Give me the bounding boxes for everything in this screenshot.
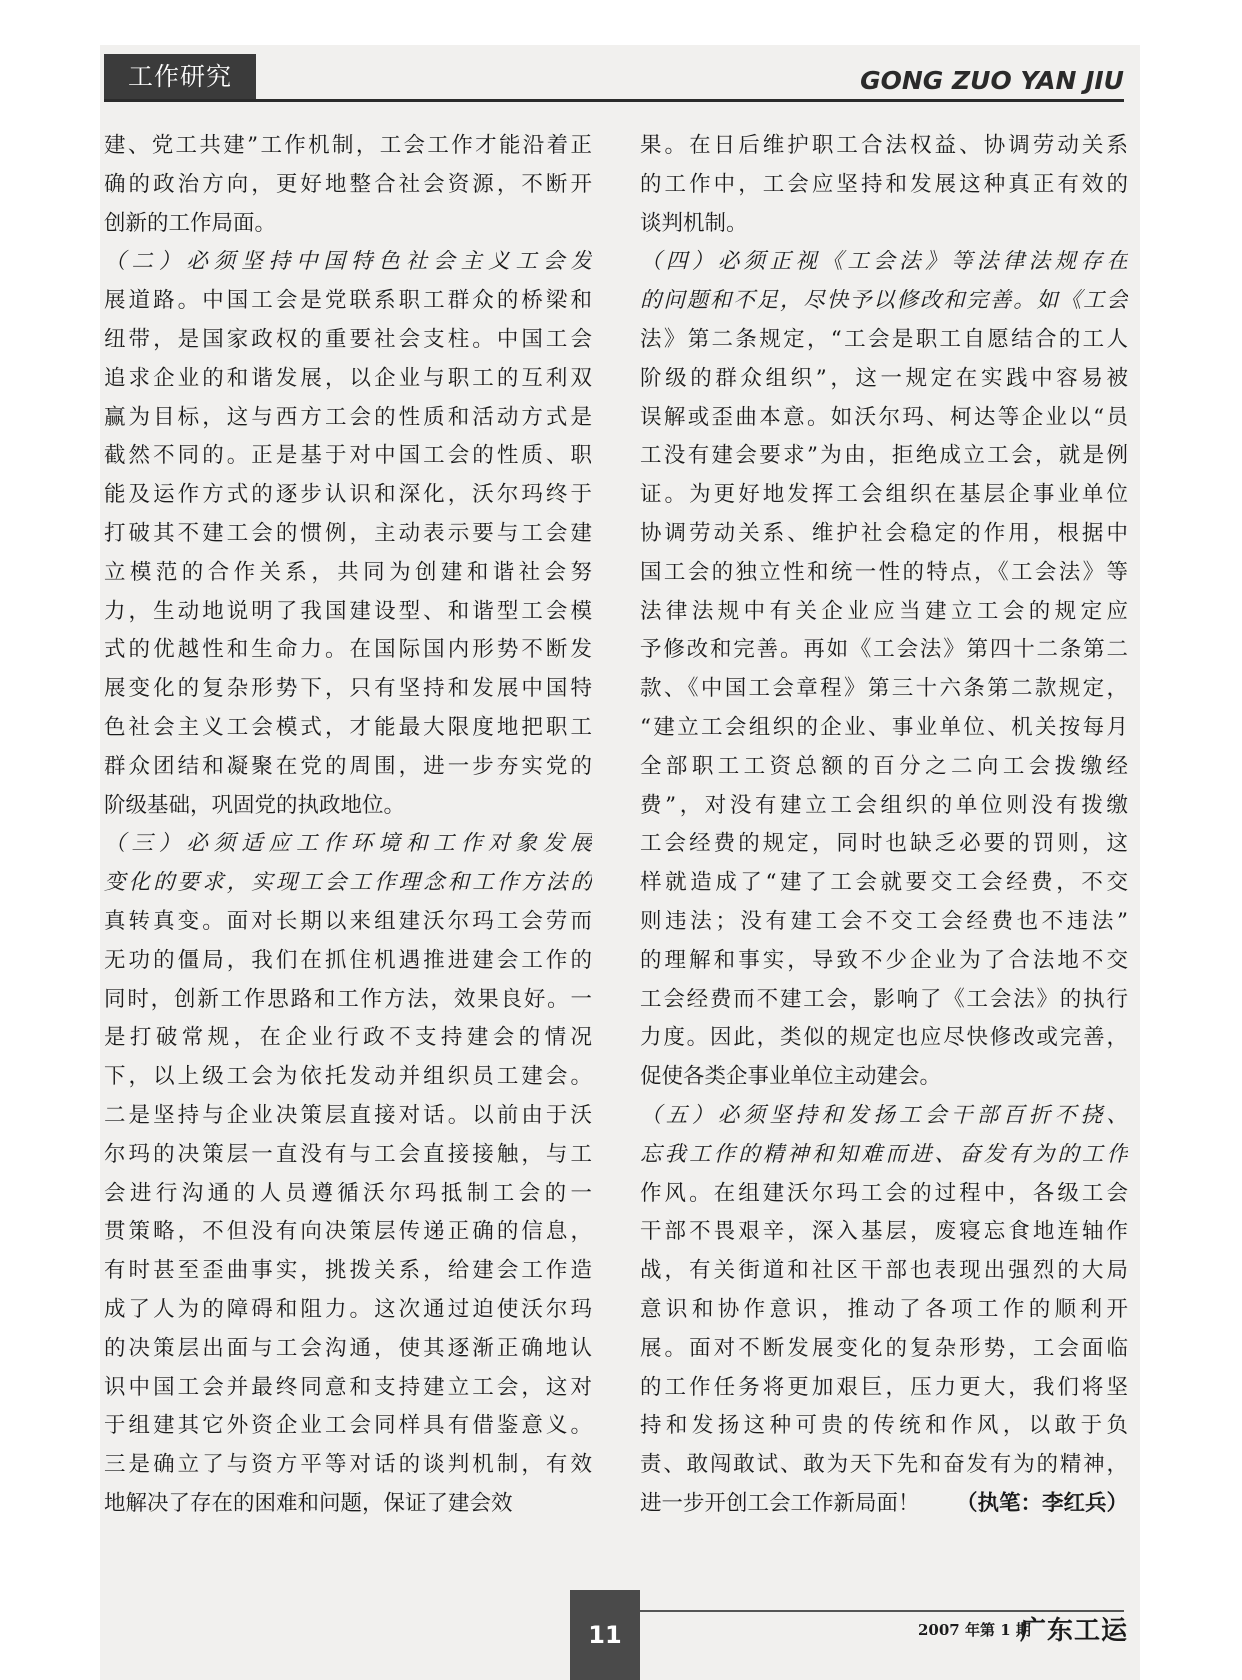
text-line: 工没有建会要求”为由，拒绝成立工会，就是例: [640, 443, 1128, 469]
text-line: 意识和协作意识，推动了各项工作的顺利开: [640, 1296, 1128, 1322]
text-line: 的工作任务将更加艰巨，压力更大，我们将坚: [640, 1374, 1128, 1400]
text-line: 阶级基础，巩固党的执政地位。: [104, 792, 406, 818]
text-line: 全部职工工资总额的百分之二向工会拨缴经: [640, 753, 1128, 779]
text-line: 确的政治方向，更好地整合社会资源，不断开: [104, 171, 592, 197]
text-line: 无功的僵局，我们在抓住机遇推进建会工作的: [104, 947, 592, 973]
text-line: 战，有关街道和社区干部也表现出强烈的大局: [640, 1258, 1128, 1284]
text-line: 费”，对没有建立工会组织的单位则没有拨缴: [640, 792, 1128, 818]
text-line: （四）必须正视《工会法》等法律法规存在: [640, 249, 1128, 275]
text-line: 下，以上级工会为依托发动并组织员工建会。: [104, 1064, 592, 1090]
text-line: 予修改和完善。再如《工会法》第四十二条第二: [640, 637, 1128, 663]
text-line: 证。为更好地发挥工会组织在基层企事业单位: [640, 482, 1128, 508]
text-line: （三）必须适应工作环境和工作对象发展: [104, 831, 592, 857]
text-line: 谈判机制。: [640, 210, 748, 236]
text-line: 法律法规中有关企业应当建立工会的规定应: [640, 598, 1128, 624]
text-line: 则违法；没有建工会不交工会经费也不违法”: [640, 908, 1128, 934]
page-number: 11: [570, 1590, 640, 1680]
text-line: 的问题和不足，尽快予以修改和完善。如《工会: [640, 288, 1128, 314]
text-line: 群众团结和凝聚在党的周围，进一步夯实党的: [104, 753, 592, 779]
text-line: 立模范的合作关系，共同为创建和谐社会努: [104, 559, 592, 585]
text-line: 于组建其它外资企业工会同样具有借鉴意义。: [104, 1413, 592, 1439]
text-line: 会进行沟通的人员遵循沃尔玛抵制工会的一: [104, 1180, 592, 1206]
text-line: 忘我工作的精神和知难而进、奋发有为的工作: [640, 1141, 1128, 1167]
text-line: 的工作中，工会应坚持和发展这种真正有效的: [640, 171, 1128, 197]
text-line: 是打破常规，在企业行政不支持建会的情况: [104, 1025, 592, 1051]
text-line: 贯策略，不但没有向决策层传递正确的信息，: [104, 1219, 592, 1245]
text-line: 地解决了存在的困难和问题，保证了建会效: [104, 1490, 513, 1516]
text-line: 截然不同的。正是基于对中国工会的性质、职: [104, 443, 592, 469]
text-line: 真转真变。面对长期以来组建沃尔玛工会劳而: [104, 908, 592, 934]
text-line: 赢为目标，这与西方工会的性质和活动方式是: [104, 404, 592, 430]
text-line: 的决策层出面与工会沟通，使其逐渐正确地认: [104, 1335, 592, 1361]
text-line: （二）必须坚持中国特色社会主义工会发: [104, 249, 592, 275]
text-line: 展。面对不断发展变化的复杂形势，工会面临: [640, 1335, 1128, 1361]
text-line: 国工会的独立性和统一性的特点，《工会法》等: [640, 559, 1128, 585]
text-line: 样就造成了“建了工会就要交工会经费，不交: [640, 870, 1128, 896]
left-column: [104, 127, 592, 1524]
text-line: 力度。因此，类似的规定也应尽快修改或完善，: [640, 1025, 1128, 1051]
text-line: 色社会主义工会模式，才能最大限度地把职工: [104, 714, 592, 740]
text-line: 责、敢闯敢试、敢为天下先和奋发有为的精神，: [640, 1452, 1128, 1478]
section-label: 工作研究: [104, 54, 256, 100]
text-line: 建、党工共建”工作机制，工会工作才能沿着正: [104, 133, 592, 158]
text-line: 作风。在组建沃尔玛工会的过程中，各级工会: [640, 1180, 1128, 1206]
closing-text: 进一步开创工会工作新局面！: [640, 1490, 920, 1516]
text-line: 持和发扬这种可贵的传统和作风，以敢于负: [640, 1413, 1128, 1439]
magazine-title: 广东工运: [1020, 1616, 1129, 1646]
text-line: 力，生动地说明了我国建设型、和谐型工会模: [104, 598, 592, 624]
text-line: 的理解和事实，导致不少企业为了合法地不交: [640, 947, 1128, 973]
text-line: 果。在日后维护职工合法权益、协调劳动关系: [640, 133, 1128, 158]
text-line: 有时甚至歪曲事实，挑拨关系，给建会工作造: [104, 1258, 592, 1284]
text-line: “建立工会组织的企业、事业单位、机关按每月: [640, 714, 1128, 740]
text-line: 二是坚持与企业决策层直接对话。以前由于沃: [104, 1102, 592, 1128]
text-line: 工会经费而不建工会，影响了《工会法》的执行: [640, 986, 1128, 1012]
text-line: 三是确立了与资方平等对话的谈判机制，有效: [104, 1452, 592, 1478]
text-line: 变化的要求，实现工会工作理念和工作方法的: [104, 870, 592, 896]
text-line: 创新的工作局面。: [104, 210, 277, 236]
text-line: 误解或歪曲本意。如沃尔玛、柯达等企业以“员: [640, 404, 1128, 430]
text-line: 尔玛的决策层一直没有与工会直接接触，与工: [104, 1141, 592, 1167]
text-line: 识中国工会并最终同意和支持建立工会，这对: [104, 1374, 592, 1400]
text-line: 同时，创新工作思路和工作方法，效果良好。一: [104, 986, 592, 1012]
text-line: 打破其不建工会的惯例，主动表示要与工会建: [104, 520, 592, 546]
section-pinyin: GONG ZUO YAN JIU: [860, 66, 1124, 95]
text-line: 工会经费的规定，同时也缺乏必要的罚则，这: [640, 831, 1128, 857]
text-line: 阶级的群众组织”，这一规定在实践中容易被: [640, 365, 1128, 391]
author-byline: （执笔：李红兵）: [955, 1490, 1128, 1516]
issue-label: 2007 年第 1 期: [918, 1621, 1031, 1639]
text-line: 法》第二条规定，“工会是职工自愿结合的工人: [640, 326, 1128, 352]
text-line: 展道路。中国工会是党联系职工群众的桥梁和: [104, 288, 592, 314]
text-line: [640, 1485, 1128, 1524]
text-line: 式的优越性和生命力。在国际国内形势不断发: [104, 637, 592, 663]
text-line: 能及运作方式的逐步认识和深化，沃尔玛终于: [104, 482, 592, 508]
text-line: 协调劳动关系、维护社会稳定的作用，根据中: [640, 520, 1128, 546]
header-divider: [104, 99, 1124, 102]
text-line: 款、《中国工会章程》第三十六条第二款规定，: [640, 676, 1128, 702]
text-line: 干部不畏艰辛，深入基层，废寝忘食地连轴作: [640, 1219, 1128, 1245]
text-line: 追求企业的和谐发展，以企业与职工的互利双: [104, 365, 592, 391]
text-line: 纽带，是国家政权的重要社会支柱。中国工会: [104, 326, 592, 352]
right-column: [640, 127, 1128, 1524]
text-line: 促使各类企事业单位主动建会。: [640, 1064, 942, 1090]
text-line: （五）必须坚持和发扬工会干部百折不挠、: [640, 1102, 1128, 1128]
text-line: 成了人为的障碍和阻力。这次通过迫使沃尔玛: [104, 1296, 592, 1322]
text-line: 展变化的复杂形势下，只有坚持和发展中国特: [104, 676, 592, 702]
